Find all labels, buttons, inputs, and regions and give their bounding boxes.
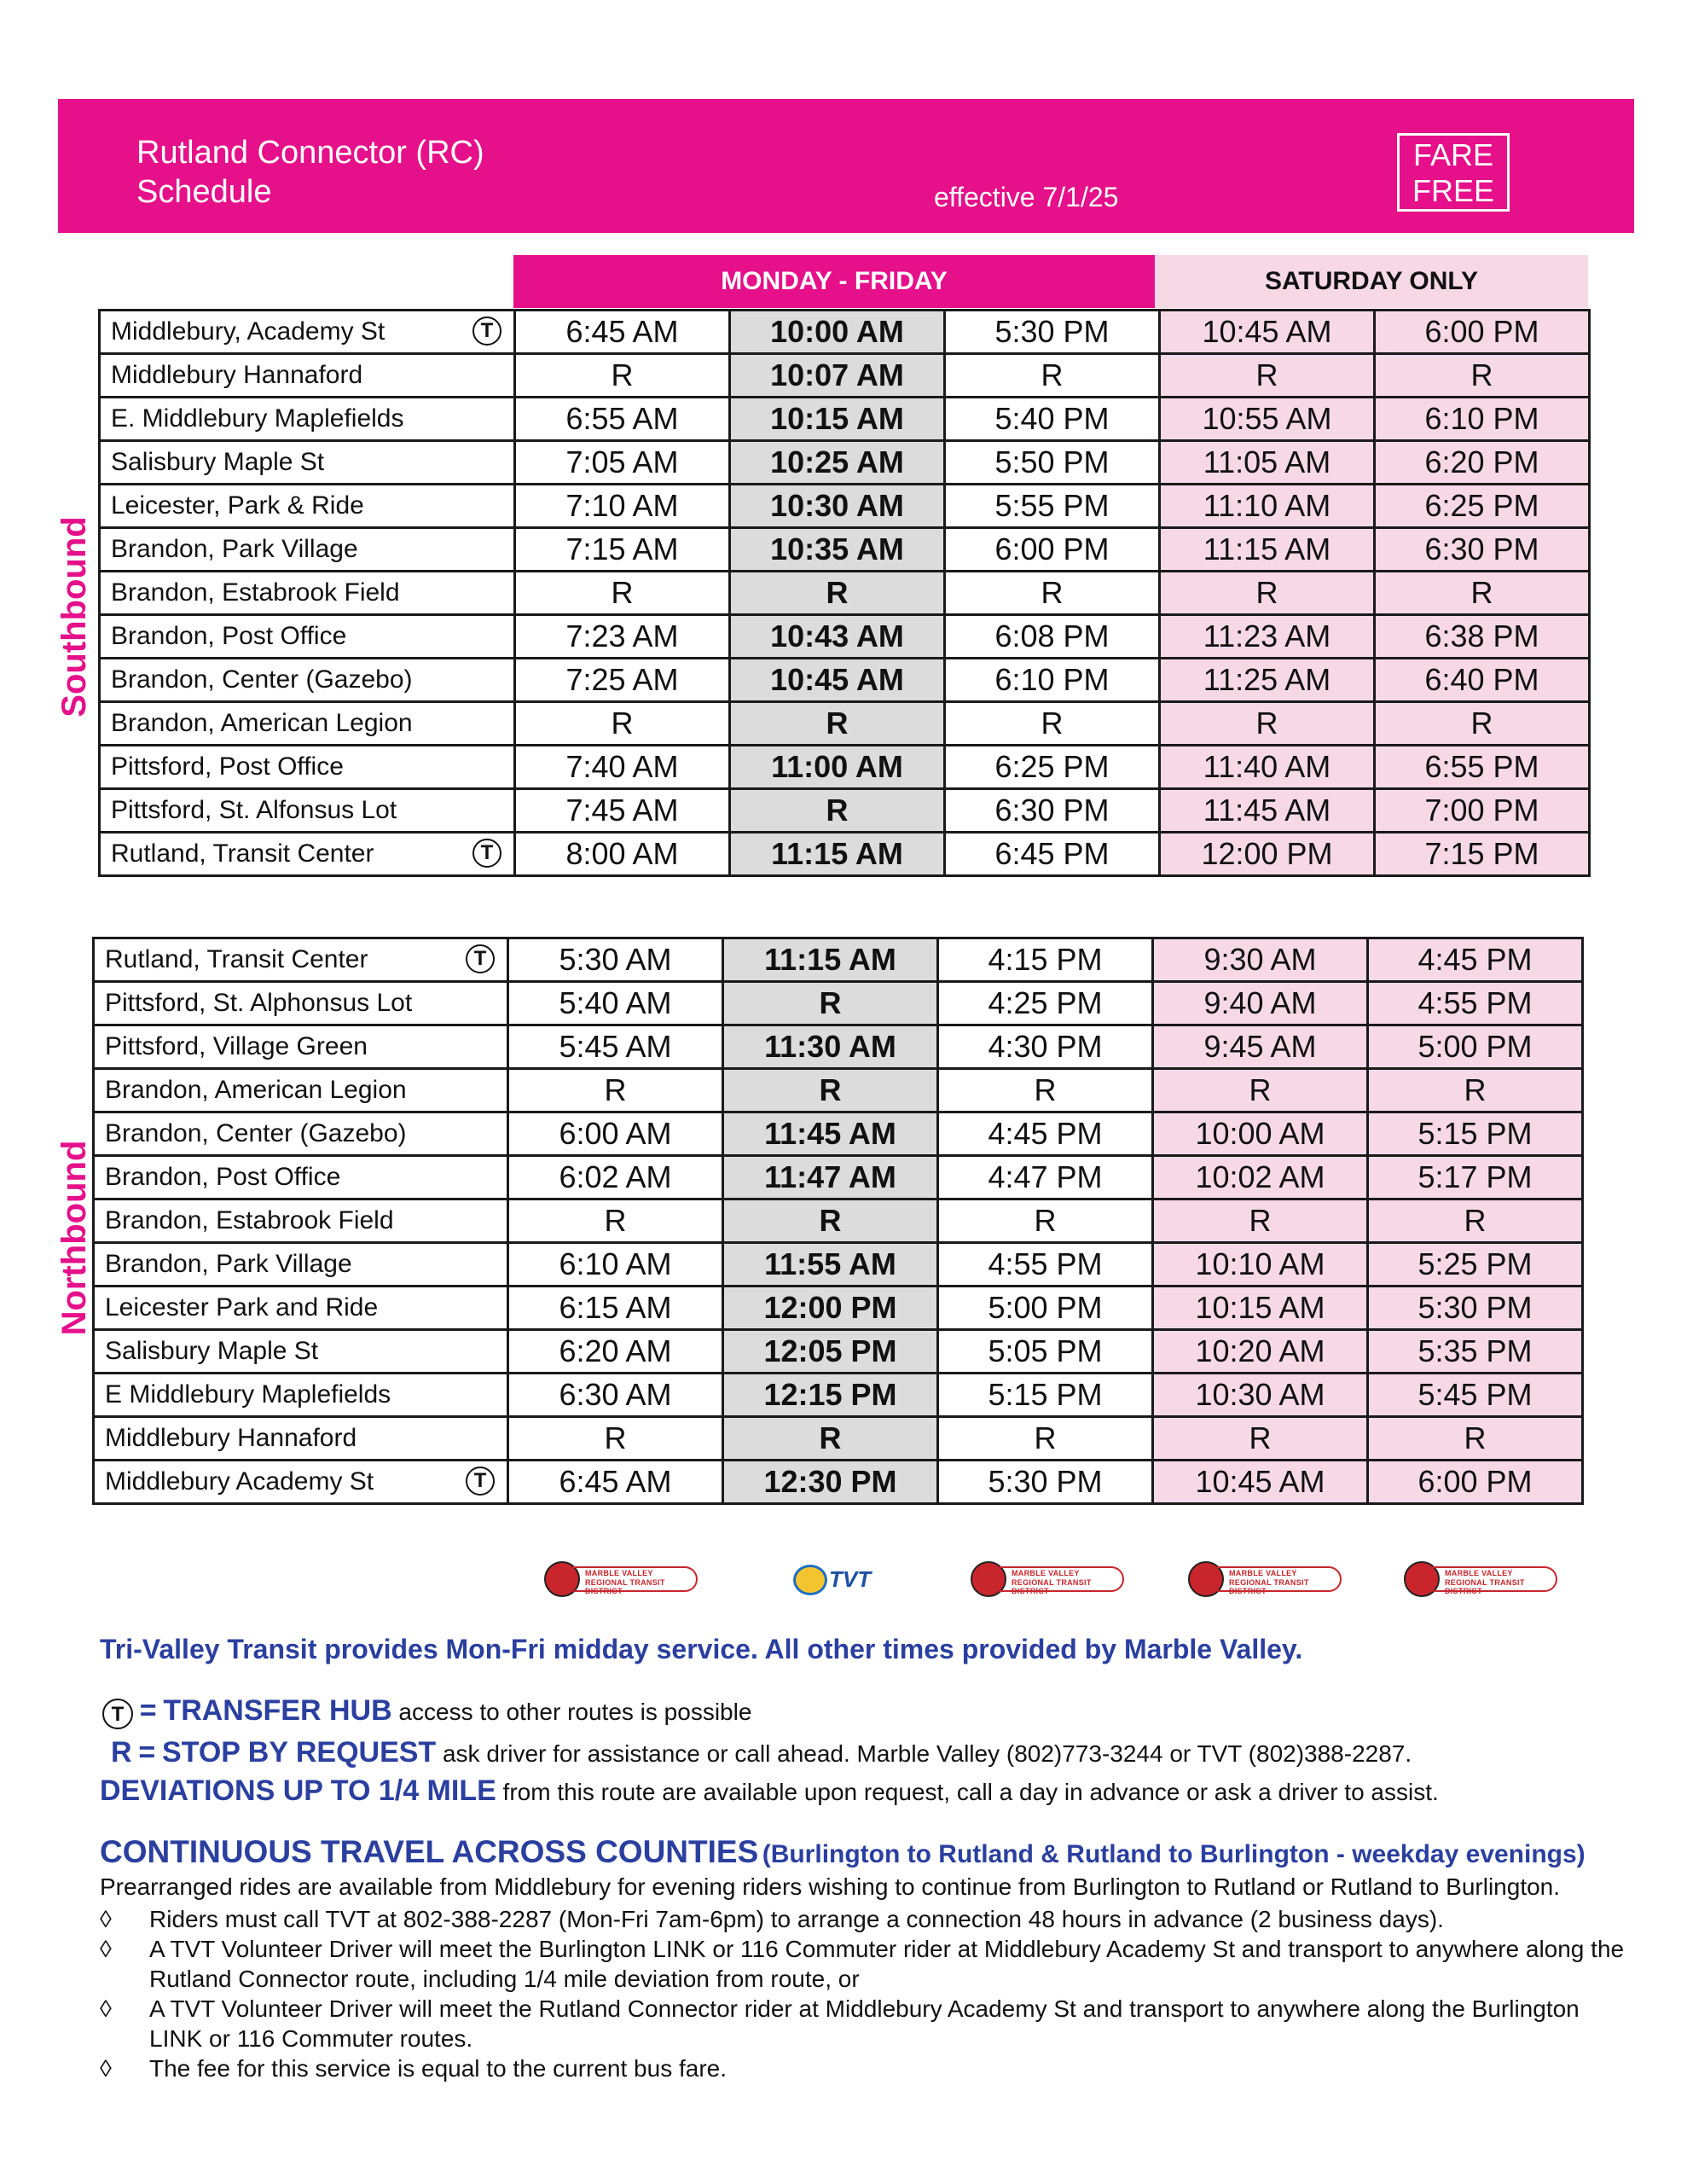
stop-name: Middlebury Academy St	[105, 1467, 374, 1496]
weekday-time-cell: R	[508, 1417, 723, 1461]
bullet-text: The fee for this service is equal to the current bus fare.	[149, 2055, 728, 2082]
northbound-label: Northbound	[55, 1140, 93, 1336]
stop-name: E Middlebury Maplefields	[105, 1380, 391, 1409]
weekday-time-cell: 7:05 AM	[515, 441, 730, 485]
weekday-time-cell: 6:08 PM	[945, 615, 1160, 659]
weekday-column-header: MONDAY - FRIDAY	[513, 255, 1155, 308]
midday-time-cell: 10:25 AM	[730, 441, 945, 485]
stop-name: E. Middlebury Maplefields	[111, 404, 404, 433]
stop-name: Rutland, Transit Center	[111, 839, 374, 868]
weekday-time-cell: R	[938, 1199, 1153, 1243]
weekday-time-cell: 5:45 AM	[508, 1025, 723, 1069]
schedule-row	[94, 1025, 1583, 1069]
weekday-time-cell: 7:15 AM	[515, 528, 730, 572]
saturday-time-cell: 5:45 PM	[1368, 1374, 1583, 1417]
saturday-time-cell: R	[1153, 1417, 1368, 1461]
weekday-time-cell: 4:47 PM	[938, 1156, 1153, 1199]
weekday-time-cell: 6:30 AM	[508, 1374, 723, 1417]
schedule-row	[100, 833, 1590, 876]
saturday-time-cell: R	[1368, 1199, 1583, 1243]
saturday-time-cell: 11:45 AM	[1160, 789, 1375, 833]
bullet-item	[100, 1904, 1635, 1934]
weekday-time-cell: R	[515, 354, 730, 398]
stop-name-cell	[100, 615, 515, 659]
transfer-hub-icon: T	[466, 1467, 495, 1496]
transfer-hub-icon: T	[472, 317, 501, 346]
saturday-time-cell: 5:35 PM	[1368, 1330, 1583, 1374]
logo-line-2: REGIONAL TRANSIT DISTRICT	[1229, 1578, 1309, 1595]
fare-free-badge	[1397, 133, 1510, 212]
logo-line-1: MARBLE VALLEY	[1229, 1569, 1297, 1577]
saturday-time-cell: 5:30 PM	[1368, 1287, 1583, 1330]
midday-time-cell: R	[723, 1069, 938, 1112]
midday-time-cell: 11:45 AM	[723, 1112, 938, 1156]
saturday-time-cell: 10:45 AM	[1160, 311, 1375, 354]
stop-name: Brandon, American Legion	[105, 1076, 407, 1104]
midday-time-cell: 11:15 AM	[730, 833, 945, 876]
stop-name: Brandon, Estabrook Field	[105, 1206, 394, 1234]
saturday-time-cell: 10:45 AM	[1153, 1461, 1368, 1504]
saturday-time-cell: R	[1153, 1199, 1368, 1243]
saturday-time-cell: 7:15 PM	[1375, 833, 1590, 876]
schedule-subtitle: Schedule	[136, 174, 272, 210]
weekday-time-cell: 6:20 AM	[508, 1330, 723, 1374]
stop-name-cell	[94, 1417, 508, 1461]
midday-time-cell: 11:15 AM	[723, 938, 938, 982]
stop-name-cell	[100, 833, 515, 876]
schedule-row	[100, 615, 1590, 659]
logo-line-1: MARBLE VALLEY	[1012, 1569, 1080, 1577]
saturday-time-cell: R	[1153, 1069, 1368, 1112]
schedule-row	[94, 1112, 1583, 1156]
southbound-label: Southbound	[55, 516, 93, 717]
saturday-time-cell: 9:45 AM	[1153, 1025, 1368, 1069]
saturday-time-cell: 6:40 PM	[1375, 659, 1590, 702]
weekday-time-cell: R	[938, 1069, 1153, 1112]
saturday-time-cell: 10:15 AM	[1153, 1287, 1368, 1330]
stop-name-cell	[100, 441, 515, 485]
weekday-time-cell: 6:45 PM	[945, 833, 1160, 876]
logo-line-1: MARBLE VALLEY	[585, 1569, 653, 1577]
stop-name-cell	[94, 1199, 508, 1243]
stop-name: Brandon, Center (Gazebo)	[105, 1119, 407, 1147]
weekday-time-cell: 5:40 PM	[945, 398, 1160, 441]
midday-time-cell: 11:00 AM	[730, 746, 945, 789]
saturday-time-cell: 9:30 AM	[1153, 938, 1368, 982]
stop-name-cell	[100, 398, 515, 441]
northbound-table	[92, 937, 1584, 1505]
midday-time-cell: R	[730, 702, 945, 746]
stop-name-cell	[94, 1461, 508, 1504]
weekday-time-cell: 4:55 PM	[938, 1243, 1153, 1287]
saturday-time-cell: 11:23 AM	[1160, 615, 1375, 659]
weekday-time-cell: R	[945, 354, 1160, 398]
header-banner	[58, 99, 1634, 233]
midday-time-cell: 10:45 AM	[730, 659, 945, 702]
schedule-row	[94, 982, 1583, 1025]
schedule-row	[94, 1330, 1583, 1374]
legend-req-eq: =	[138, 1736, 156, 1769]
weekday-time-cell: 6:00 PM	[945, 528, 1160, 572]
stop-name-cell	[94, 1156, 508, 1199]
weekday-time-cell: 6:45 AM	[515, 311, 730, 354]
transfer-hub-icon: T	[102, 1699, 133, 1729]
saturday-time-cell: 6:25 PM	[1375, 485, 1590, 528]
stop-name: Leicester Park and Ride	[105, 1293, 379, 1321]
weekday-time-cell: 5:55 PM	[945, 485, 1160, 528]
stop-name-cell	[100, 789, 515, 833]
saturday-time-cell: 10:02 AM	[1153, 1156, 1368, 1199]
weekday-time-cell: 6:25 PM	[945, 746, 1160, 789]
saturday-time-cell: 10:10 AM	[1153, 1243, 1368, 1287]
stop-name: Middlebury Hannaford	[105, 1424, 357, 1452]
weekday-time-cell: 6:30 PM	[945, 789, 1160, 833]
midday-time-cell: R	[723, 1417, 938, 1461]
weekday-time-cell: 5:30 AM	[508, 938, 723, 982]
saturday-time-cell: R	[1160, 702, 1375, 746]
weekday-time-cell: 5:30 PM	[945, 311, 1160, 354]
logo-text: TVT	[829, 1566, 872, 1592]
bullet-text: A TVT Volunteer Driver will meet the Rutland Connector rider at Middlebury Academy St and transport to anywhere along the Burlington LINK or 116 Commuter routes.	[149, 1995, 1580, 2052]
saturday-time-cell: 9:40 AM	[1153, 982, 1368, 1025]
schedule-row	[94, 1199, 1583, 1243]
midday-time-cell: R	[723, 982, 938, 1025]
schedule-row	[94, 1069, 1583, 1112]
transfer-hub-icon: T	[466, 944, 495, 973]
schedule-row	[94, 1374, 1583, 1417]
midday-time-cell: R	[730, 572, 945, 615]
saturday-time-cell: 6:10 PM	[1375, 398, 1590, 441]
weekday-time-cell: 4:45 PM	[938, 1112, 1153, 1156]
logo-line-2: REGIONAL TRANSIT DISTRICT	[1445, 1578, 1525, 1595]
weekday-time-cell: 5:50 PM	[945, 441, 1160, 485]
legend-req-title: STOP BY REQUEST	[161, 1736, 437, 1769]
bullet-item	[100, 2053, 1635, 2083]
legend-dev-desc: from this route are available upon request, call a day in advance or ask a driver to assist.	[502, 1779, 1439, 1805]
midday-time-cell: 10:43 AM	[730, 615, 945, 659]
stop-name: Rutland, Transit Center	[105, 945, 368, 973]
stop-name-cell	[100, 354, 515, 398]
saturday-time-cell: 12:00 PM	[1160, 833, 1375, 876]
weekday-time-cell: 5:40 AM	[508, 982, 723, 1025]
effective-date: effective 7/1/25	[934, 182, 1119, 212]
weekday-time-cell: 4:25 PM	[938, 982, 1153, 1025]
continuous-intro: Prearranged rides are available from Middlebury for evening riders wishing to continue from Burlington to Rutland or Rutland to Burlington.	[100, 1873, 1561, 1900]
saturday-time-cell: 6:00 PM	[1375, 311, 1590, 354]
stop-name: Brandon, Park Village	[105, 1250, 352, 1278]
saturday-time-cell: R	[1368, 1069, 1583, 1112]
route-title: Rutland Connector (RC)	[136, 135, 484, 171]
midday-time-cell: 11:47 AM	[723, 1156, 938, 1199]
schedule-row	[100, 746, 1590, 789]
tvt-logo	[793, 1560, 878, 1597]
stop-name-cell	[100, 702, 515, 746]
saturday-time-cell: 4:45 PM	[1368, 938, 1583, 982]
logo-line-2: REGIONAL TRANSIT DISTRICT	[585, 1578, 665, 1595]
schedule-row	[100, 311, 1590, 354]
schedule-row	[100, 441, 1590, 485]
weekday-time-cell: 7:45 AM	[515, 789, 730, 833]
southbound-table	[98, 309, 1591, 877]
fare-line-1: FARE	[1412, 137, 1494, 172]
midday-time-cell: 10:00 AM	[730, 311, 945, 354]
bullet-item	[100, 1934, 1635, 1994]
schedule-row	[94, 1243, 1583, 1287]
wave-icon	[793, 1565, 827, 1595]
weekday-time-cell: 6:02 AM	[508, 1156, 723, 1199]
stop-name-cell	[94, 1069, 508, 1112]
saturday-time-cell: 7:00 PM	[1375, 789, 1590, 833]
stop-name: Brandon, Park Village	[111, 535, 358, 563]
weekday-time-cell: 4:15 PM	[938, 938, 1153, 982]
weekday-time-cell: R	[515, 702, 730, 746]
stop-name: Leicester, Park & Ride	[111, 491, 364, 520]
bullet-item	[100, 1994, 1635, 2053]
weekday-time-cell: 5:00 PM	[938, 1287, 1153, 1330]
stop-name-cell	[100, 528, 515, 572]
stop-name: Brandon, Center (Gazebo)	[111, 665, 413, 694]
saturday-time-cell: 10:00 AM	[1153, 1112, 1368, 1156]
diamond-bullet-icon: ◊	[100, 2055, 112, 2082]
saturday-time-cell: 10:55 AM	[1160, 398, 1375, 441]
stop-name-cell	[94, 1374, 508, 1417]
saturday-time-cell: 11:15 AM	[1160, 528, 1375, 572]
weekday-time-cell: R	[515, 572, 730, 615]
saturday-time-cell: 5:15 PM	[1368, 1112, 1583, 1156]
midday-time-cell: 10:30 AM	[730, 485, 945, 528]
diamond-bullet-icon: ◊	[100, 1906, 112, 1932]
midday-time-cell: 11:55 AM	[723, 1243, 938, 1287]
schedule-row	[100, 572, 1590, 615]
legend-transfer-hub	[102, 1694, 751, 1729]
saturday-time-cell: 6:38 PM	[1375, 615, 1590, 659]
weekday-time-cell: R	[938, 1417, 1153, 1461]
schedule-row	[100, 354, 1590, 398]
stop-name: Brandon, Post Office	[111, 622, 347, 650]
stop-name: Salisbury Maple St	[105, 1337, 319, 1365]
stop-name: Pittsford, St. Alfonsus Lot	[111, 796, 397, 824]
midday-time-cell: 11:30 AM	[723, 1025, 938, 1069]
midday-time-cell: R	[723, 1199, 938, 1243]
saturday-time-cell: 6:30 PM	[1375, 528, 1590, 572]
weekday-time-cell: 6:00 AM	[508, 1112, 723, 1156]
weekday-time-cell: R	[508, 1199, 723, 1243]
continuous-title: CONTINUOUS TRAVEL ACROSS COUNTIES	[100, 1834, 759, 1869]
legend-req-symbol: R	[111, 1736, 132, 1769]
weekday-time-cell: R	[945, 702, 1160, 746]
schedule-row	[100, 702, 1590, 746]
midday-time-cell: 10:15 AM	[730, 398, 945, 441]
schedule-row	[94, 1461, 1583, 1504]
midday-time-cell: 12:05 PM	[723, 1330, 938, 1374]
weekday-time-cell: 6:15 AM	[508, 1287, 723, 1330]
weekday-time-cell: 7:40 AM	[515, 746, 730, 789]
saturday-time-cell: 11:25 AM	[1160, 659, 1375, 702]
schedule-row	[94, 938, 1583, 982]
saturday-time-cell: 5:25 PM	[1368, 1243, 1583, 1287]
weekday-time-cell: 7:10 AM	[515, 485, 730, 528]
schedule-row	[94, 1156, 1583, 1199]
saturday-time-cell: 10:20 AM	[1153, 1330, 1368, 1374]
legend-deviations	[100, 1774, 1439, 1808]
marble-valley-logo	[544, 1560, 701, 1597]
stop-name-cell	[94, 938, 508, 982]
saturday-time-cell: 5:17 PM	[1368, 1156, 1583, 1199]
saturday-time-cell: R	[1375, 354, 1590, 398]
continuous-bullets	[100, 1904, 1635, 2083]
saturday-time-cell: 11:40 AM	[1160, 746, 1375, 789]
marble-valley-logo	[1404, 1560, 1561, 1597]
saturday-time-cell: 6:00 PM	[1368, 1461, 1583, 1504]
legend-hub-title: TRANSFER HUB	[163, 1694, 392, 1727]
weekday-time-cell: 7:23 AM	[515, 615, 730, 659]
stop-name: Brandon, Post Office	[105, 1163, 341, 1191]
service-provider-note: Tri-Valley Transit provides Mon-Fri midday service. All other times provided by Marble Valley.	[100, 1634, 1303, 1664]
saturday-time-cell: 6:55 PM	[1375, 746, 1590, 789]
schedule-row	[100, 398, 1590, 441]
stop-name-cell	[100, 746, 515, 789]
weekday-time-cell: 6:10 PM	[945, 659, 1160, 702]
stop-name: Brandon, Estabrook Field	[111, 578, 400, 607]
saturday-time-cell: 10:30 AM	[1153, 1374, 1368, 1417]
midday-time-cell: 12:00 PM	[723, 1287, 938, 1330]
weekday-time-cell: 5:05 PM	[938, 1330, 1153, 1374]
stop-name: Pittsford, Post Office	[111, 752, 344, 781]
transfer-hub-icon: T	[472, 839, 501, 868]
bullet-text: A TVT Volunteer Driver will meet the Burlington LINK or 116 Commuter rider at Middlebury Academy St and transport to anywhere along the Rutland Connector route, including 1/4 mile deviation from route, or	[149, 1936, 1625, 1992]
diamond-bullet-icon: ◊	[100, 1936, 112, 1962]
midday-time-cell: 10:07 AM	[730, 354, 945, 398]
weekday-time-cell: 5:30 PM	[938, 1461, 1153, 1504]
stop-name: Salisbury Maple St	[111, 448, 325, 476]
weekday-time-cell: R	[508, 1069, 723, 1112]
logo-line-1: MARBLE VALLEY	[1445, 1569, 1513, 1577]
saturday-time-cell: 11:05 AM	[1160, 441, 1375, 485]
schedule-row	[100, 789, 1590, 833]
bullet-text: Riders must call TVT at 802-388-2287 (Mon-Fri 7am-6pm) to arrange a connection 48 hours in advance (2 business days).	[149, 1906, 1444, 1932]
stop-name-cell	[94, 1243, 508, 1287]
saturday-time-cell: R	[1160, 572, 1375, 615]
schedule-row	[100, 528, 1590, 572]
schedule-row	[100, 659, 1590, 702]
stop-name-cell	[94, 1025, 508, 1069]
fare-line-2: FREE	[1412, 173, 1494, 208]
saturday-time-cell: 4:55 PM	[1368, 982, 1583, 1025]
continuous-subtitle: (Burlington to Rutland & Rutland to Burlington - weekday evenings)	[762, 1840, 1586, 1868]
legend-dev-title: DEVIATIONS UP TO 1/4 MILE	[100, 1774, 496, 1807]
stop-name-cell	[94, 1287, 508, 1330]
stop-name-cell	[94, 1112, 508, 1156]
stop-name-cell	[94, 1330, 508, 1374]
midday-time-cell: R	[730, 789, 945, 833]
weekday-time-cell: 6:55 AM	[515, 398, 730, 441]
weekday-time-cell: R	[945, 572, 1160, 615]
stop-name: Middlebury, Academy St	[111, 317, 386, 346]
weekday-time-cell: 5:15 PM	[938, 1374, 1153, 1417]
weekday-time-cell: 4:30 PM	[938, 1025, 1153, 1069]
logo-line-2: REGIONAL TRANSIT DISTRICT	[1012, 1578, 1092, 1595]
stop-name-cell	[100, 572, 515, 615]
saturday-time-cell: 5:00 PM	[1368, 1025, 1583, 1069]
weekday-time-cell: 6:10 AM	[508, 1243, 723, 1287]
stop-name: Pittsford, Village Green	[105, 1032, 368, 1060]
schedule-row	[94, 1287, 1583, 1330]
marble-valley-logo	[971, 1560, 1128, 1597]
midday-time-cell: 12:15 PM	[723, 1374, 938, 1417]
stop-name-cell	[100, 311, 515, 354]
midday-time-cell: 12:30 PM	[723, 1461, 938, 1504]
saturday-time-cell: 6:20 PM	[1375, 441, 1590, 485]
saturday-time-cell: R	[1160, 354, 1375, 398]
legend-hub-desc: access to other routes is possible	[398, 1699, 752, 1725]
diamond-bullet-icon: ◊	[100, 1995, 112, 2022]
saturday-column-header: SATURDAY ONLY	[1155, 255, 1588, 308]
weekday-time-cell: 7:25 AM	[515, 659, 730, 702]
legend-stop-by-request	[111, 1736, 1412, 1769]
schedule-row	[94, 1417, 1583, 1461]
weekday-time-cell: 8:00 AM	[515, 833, 730, 876]
stop-name-cell	[94, 982, 508, 1025]
stop-name: Brandon, American Legion	[111, 709, 413, 737]
marble-valley-logo	[1188, 1560, 1345, 1597]
saturday-time-cell: R	[1375, 572, 1590, 615]
legend-req-desc: ask driver for assistance or call ahead. Marble Valley (802)773-3244 or TVT (802)388-2287.	[442, 1740, 1412, 1767]
schedule-row	[100, 485, 1590, 528]
saturday-time-cell: 11:10 AM	[1160, 485, 1375, 528]
legend-hub-eq: =	[139, 1694, 157, 1727]
midday-time-cell: 10:35 AM	[730, 528, 945, 572]
saturday-time-cell: R	[1368, 1417, 1583, 1461]
weekday-time-cell: 6:45 AM	[508, 1461, 723, 1504]
stop-name-cell	[100, 485, 515, 528]
stop-name: Pittsford, St. Alphonsus Lot	[105, 989, 413, 1017]
continuous-travel-heading	[100, 1834, 1586, 1870]
stop-name: Middlebury Hannaford	[111, 361, 363, 389]
saturday-time-cell: R	[1375, 702, 1590, 746]
stop-name-cell	[100, 659, 515, 702]
